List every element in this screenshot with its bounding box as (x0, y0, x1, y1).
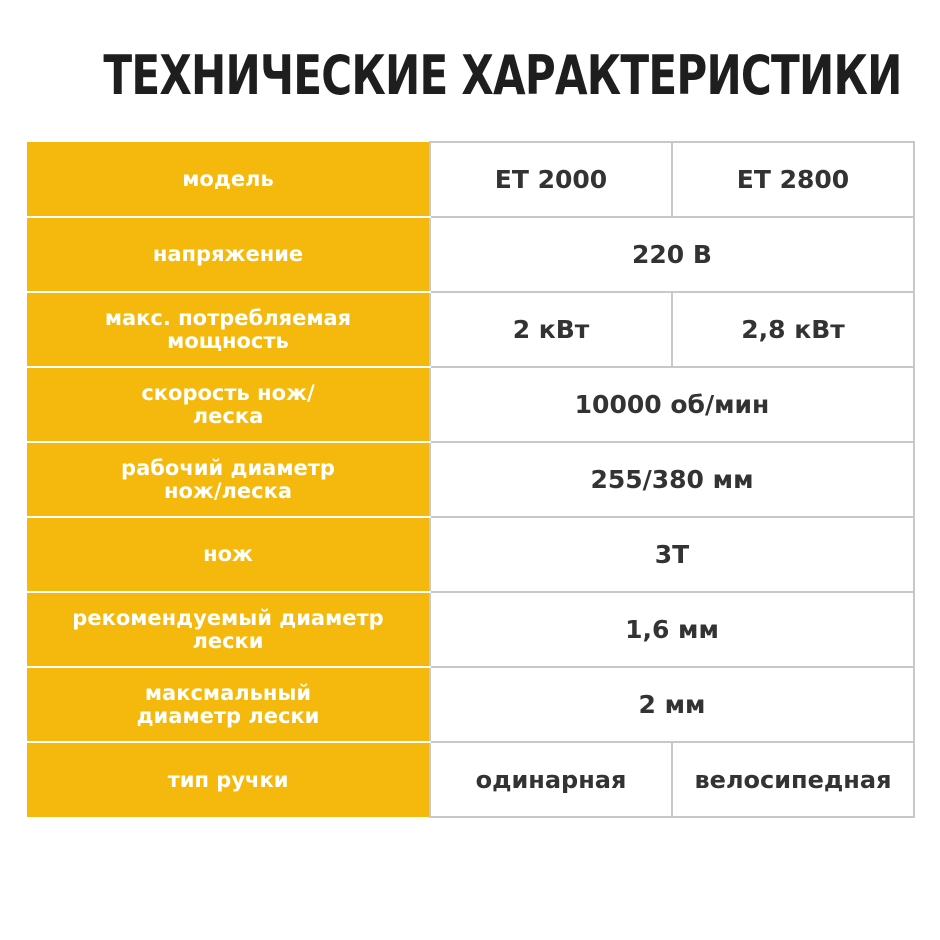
spec-value-et2800: ET 2800 (672, 142, 914, 217)
spec-value-et2800: 2,8 кВт (672, 292, 914, 367)
spec-label: тип ручки (27, 742, 430, 817)
spec-row (27, 217, 914, 292)
spec-value: 3Т (430, 517, 914, 592)
spec-row (27, 517, 914, 592)
spec-value: 255/380 мм (430, 442, 914, 517)
spec-label: рабочий диаметр нож/леска (27, 442, 430, 517)
spec-value-et2000: 2 кВт (430, 292, 672, 367)
spec-label: модель (27, 142, 430, 217)
spec-value-et2000: ET 2000 (430, 142, 672, 217)
spec-row (27, 142, 914, 217)
spec-value: 220 В (430, 217, 914, 292)
spec-label: скорость нож/ леска (27, 367, 430, 442)
spec-value: 10000 об/мин (430, 367, 914, 442)
spec-label: напряжение (27, 217, 430, 292)
spec-row (27, 742, 914, 817)
page-title: ТЕХНИЧЕСКИЕ ХАРАКТЕРИСТИКИ (103, 44, 902, 107)
spec-table-body (27, 142, 914, 817)
spec-value: 2 мм (430, 667, 914, 742)
spec-label: рекомендуемый диаметр лески (27, 592, 430, 667)
spec-table (27, 141, 915, 818)
spec-row (27, 292, 914, 367)
spec-row (27, 667, 914, 742)
spec-row (27, 367, 914, 442)
spec-value: 1,6 мм (430, 592, 914, 667)
spec-label: максмальный диаметр лески (27, 667, 430, 742)
spec-value-et2000: одинарная (430, 742, 672, 817)
spec-row (27, 442, 914, 517)
spec-label: макс. потребляемая мощность (27, 292, 430, 367)
spec-label: нож (27, 517, 430, 592)
spec-row (27, 592, 914, 667)
spec-value-et2800: велосипедная (672, 742, 914, 817)
